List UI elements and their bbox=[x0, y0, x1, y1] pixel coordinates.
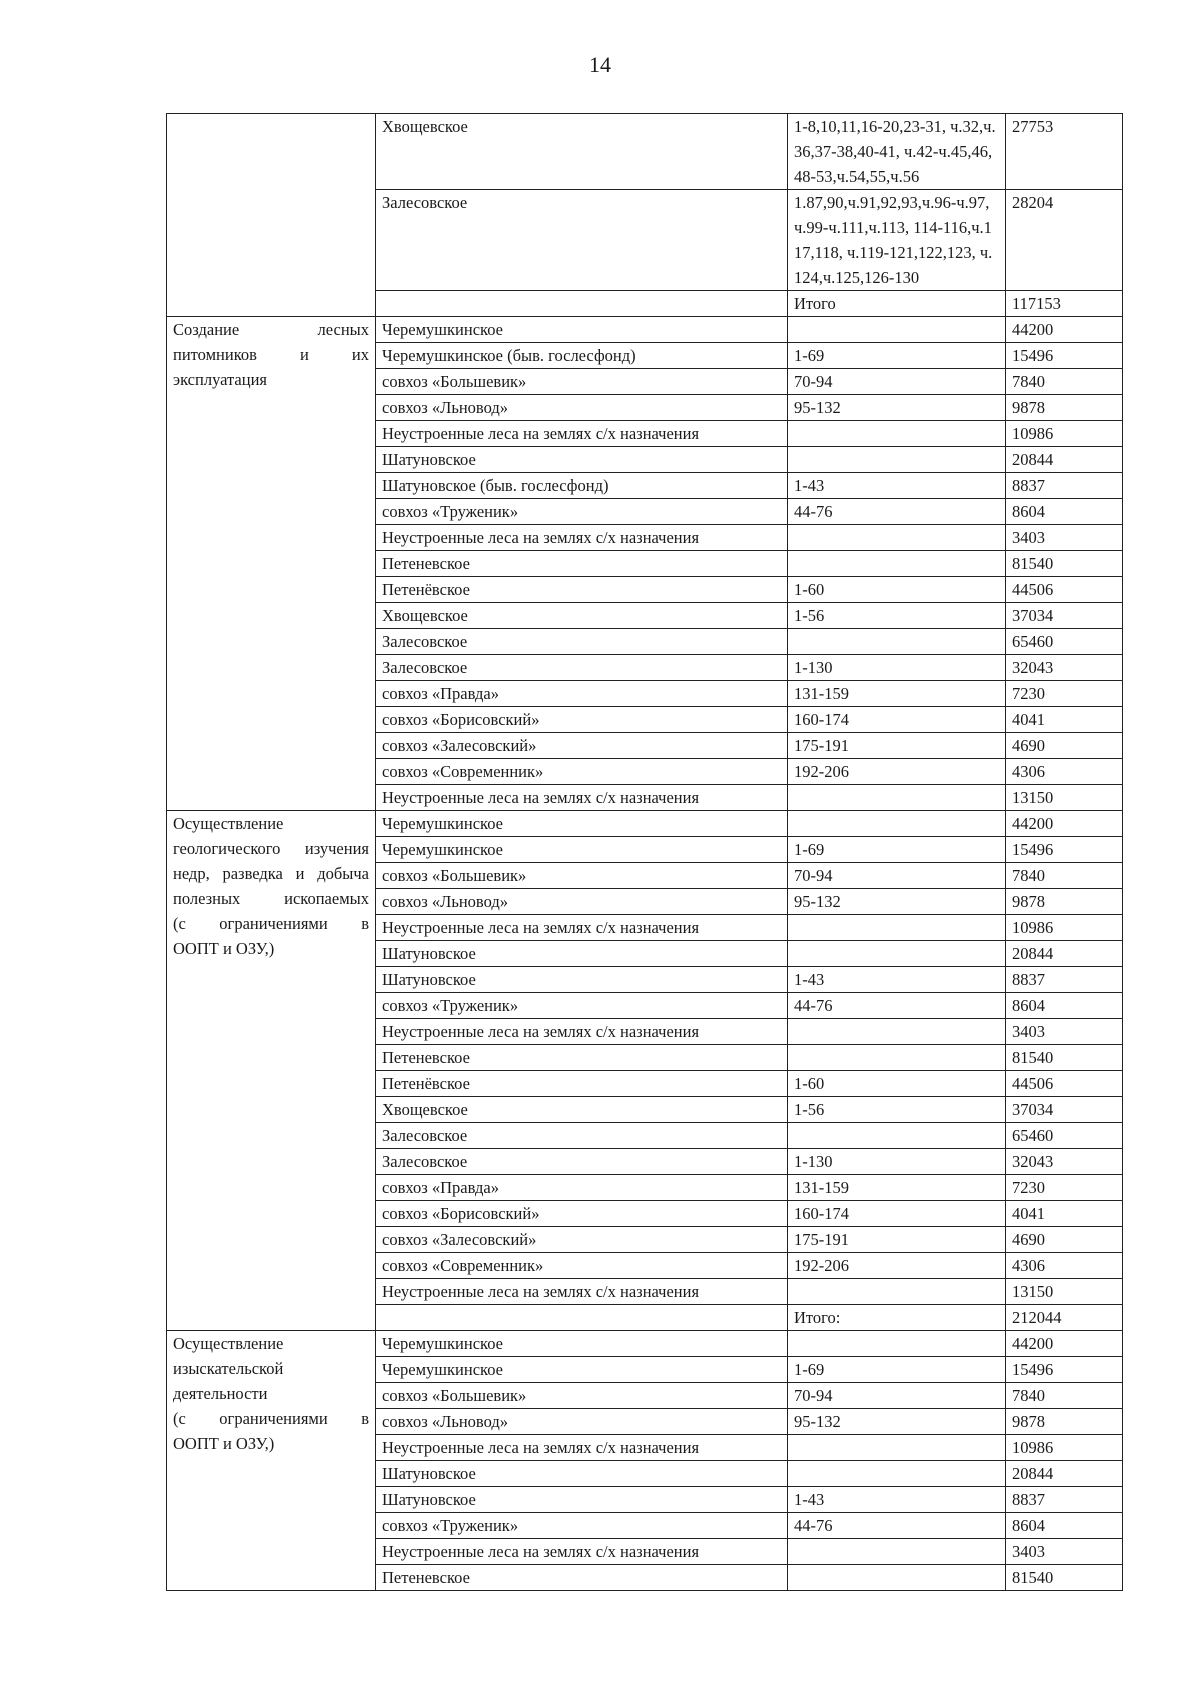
activity-cell bbox=[167, 317, 376, 811]
area-cell: 37034 bbox=[1006, 603, 1123, 629]
forestry-name-cell: совхоз «Труженик» bbox=[376, 499, 788, 525]
forestry-name-cell: Залесовское bbox=[376, 655, 788, 681]
area-cell: 4306 bbox=[1006, 759, 1123, 785]
quarters-cell: 131-159 bbox=[788, 1175, 1006, 1201]
forestry-name-cell: Неустроенные леса на землях с/х назначения bbox=[376, 915, 788, 941]
area-cell: 20844 bbox=[1006, 1461, 1123, 1487]
forestry-name-cell: Шатуновское (быв. гослесфонд) bbox=[376, 473, 788, 499]
forest-use-table bbox=[166, 113, 1123, 1591]
area-cell: 13150 bbox=[1006, 785, 1123, 811]
forestry-name-cell bbox=[376, 291, 788, 317]
forestry-name-cell: совхоз «Большевик» bbox=[376, 863, 788, 889]
area-cell: 3403 bbox=[1006, 1539, 1123, 1565]
quarters-cell: 95-132 bbox=[788, 395, 1006, 421]
area-cell: 10986 bbox=[1006, 1435, 1123, 1461]
forestry-name-cell: совхоз «Труженик» bbox=[376, 1513, 788, 1539]
table-row bbox=[167, 317, 1123, 343]
quarters-cell: 192-206 bbox=[788, 1253, 1006, 1279]
quarters-cell: 1-69 bbox=[788, 343, 1006, 369]
forestry-name-cell: Петеневское bbox=[376, 1045, 788, 1071]
activity-line: (с ограничениями в bbox=[173, 1409, 369, 1428]
activity-cell bbox=[167, 811, 376, 1331]
forestry-name-cell: Шатуновское bbox=[376, 941, 788, 967]
forestry-name-cell: Петеневское bbox=[376, 1565, 788, 1591]
activity-line: изыскательской bbox=[173, 1359, 284, 1378]
area-cell: 9878 bbox=[1006, 1409, 1123, 1435]
quarters-cell: 131-159 bbox=[788, 681, 1006, 707]
quarters-cell: 1-43 bbox=[788, 473, 1006, 499]
forestry-name-cell: Хвощевское bbox=[376, 1097, 788, 1123]
quarters-cell: 1-8,10,11,16-20,23-31, ч.32,ч.36,37-38,40-41, ч.42-ч.45,46,48-53,ч.54,55,ч.56 bbox=[788, 114, 1006, 190]
quarters-cell: Итого bbox=[788, 291, 1006, 317]
quarters-cell: 44-76 bbox=[788, 1513, 1006, 1539]
quarters-cell: 1-43 bbox=[788, 967, 1006, 993]
forestry-name-cell: Шатуновское bbox=[376, 967, 788, 993]
area-cell: 81540 bbox=[1006, 1565, 1123, 1591]
quarters-cell: 70-94 bbox=[788, 1383, 1006, 1409]
forestry-name-cell: Неустроенные леса на землях с/х назначения bbox=[376, 1019, 788, 1045]
area-cell: 15496 bbox=[1006, 1357, 1123, 1383]
area-cell: 212044 bbox=[1006, 1305, 1123, 1331]
forestry-name-cell: Черемушкинское bbox=[376, 1331, 788, 1357]
forestry-name-cell: совхоз «Льновод» bbox=[376, 889, 788, 915]
quarters-cell: 175-191 bbox=[788, 733, 1006, 759]
area-cell: 81540 bbox=[1006, 551, 1123, 577]
area-cell: 117153 bbox=[1006, 291, 1123, 317]
forestry-name-cell: совхоз «Правда» bbox=[376, 681, 788, 707]
area-cell: 7230 bbox=[1006, 681, 1123, 707]
forestry-name-cell: Шатуновское bbox=[376, 1487, 788, 1513]
forestry-name-cell: совхоз «Современник» bbox=[376, 1253, 788, 1279]
quarters-cell bbox=[788, 525, 1006, 551]
forestry-name-cell bbox=[376, 1305, 788, 1331]
quarters-cell bbox=[788, 785, 1006, 811]
table-body bbox=[167, 114, 1123, 1591]
area-cell: 44506 bbox=[1006, 577, 1123, 603]
forestry-name-cell: Неустроенные леса на землях с/х назначения bbox=[376, 421, 788, 447]
activity-line: геологического изучения bbox=[173, 839, 369, 858]
quarters-cell bbox=[788, 317, 1006, 343]
quarters-cell: 70-94 bbox=[788, 863, 1006, 889]
forestry-name-cell: Петенёвское bbox=[376, 577, 788, 603]
area-cell: 4690 bbox=[1006, 733, 1123, 759]
quarters-cell: Итого: bbox=[788, 1305, 1006, 1331]
forestry-name-cell: совхоз «Современник» bbox=[376, 759, 788, 785]
area-cell: 28204 bbox=[1006, 190, 1123, 291]
area-cell: 4690 bbox=[1006, 1227, 1123, 1253]
quarters-cell bbox=[788, 1045, 1006, 1071]
forestry-name-cell: Неустроенные леса на землях с/х назначения bbox=[376, 1435, 788, 1461]
quarters-cell: 1-69 bbox=[788, 837, 1006, 863]
quarters-cell bbox=[788, 447, 1006, 473]
activity-line: ООПТ и ОЗУ,) bbox=[173, 939, 275, 958]
area-cell: 7840 bbox=[1006, 1383, 1123, 1409]
forestry-name-cell: совхоз «Залесовский» bbox=[376, 733, 788, 759]
forestry-name-cell: совхоз «Льновод» bbox=[376, 1409, 788, 1435]
area-cell: 8837 bbox=[1006, 473, 1123, 499]
area-cell: 37034 bbox=[1006, 1097, 1123, 1123]
quarters-cell: 1-56 bbox=[788, 603, 1006, 629]
quarters-cell: 1-130 bbox=[788, 1149, 1006, 1175]
area-cell: 20844 bbox=[1006, 447, 1123, 473]
quarters-cell bbox=[788, 1461, 1006, 1487]
area-cell: 44200 bbox=[1006, 1331, 1123, 1357]
quarters-cell: 95-132 bbox=[788, 889, 1006, 915]
quarters-cell: 1-130 bbox=[788, 655, 1006, 681]
area-cell: 9878 bbox=[1006, 889, 1123, 915]
forestry-name-cell: совхоз «Борисовский» bbox=[376, 707, 788, 733]
area-cell: 44506 bbox=[1006, 1071, 1123, 1097]
forestry-name-cell: Петенёвское bbox=[376, 1071, 788, 1097]
activity-line: питомников и их bbox=[173, 345, 369, 364]
activity-line: (с ограничениями в bbox=[173, 914, 369, 933]
area-cell: 8837 bbox=[1006, 1487, 1123, 1513]
forestry-name-cell: Неустроенные леса на землях с/х назначения bbox=[376, 1539, 788, 1565]
area-cell: 65460 bbox=[1006, 629, 1123, 655]
area-cell: 8604 bbox=[1006, 1513, 1123, 1539]
quarters-cell: 175-191 bbox=[788, 1227, 1006, 1253]
area-cell: 10986 bbox=[1006, 421, 1123, 447]
forestry-name-cell: Залесовское bbox=[376, 629, 788, 655]
area-cell: 13150 bbox=[1006, 1279, 1123, 1305]
forestry-name-cell: Залесовское bbox=[376, 1123, 788, 1149]
forestry-name-cell: совхоз «Льновод» bbox=[376, 395, 788, 421]
quarters-cell: 44-76 bbox=[788, 499, 1006, 525]
forestry-name-cell: Черемушкинское bbox=[376, 317, 788, 343]
activity-line: Создание лесных bbox=[173, 320, 369, 339]
quarters-cell bbox=[788, 1331, 1006, 1357]
forestry-name-cell: Залесовское bbox=[376, 1149, 788, 1175]
quarters-cell: 192-206 bbox=[788, 759, 1006, 785]
area-cell: 10986 bbox=[1006, 915, 1123, 941]
area-cell: 8604 bbox=[1006, 993, 1123, 1019]
area-cell: 4306 bbox=[1006, 1253, 1123, 1279]
activity-line: недр, разведка и добыча bbox=[173, 864, 369, 883]
forestry-name-cell: Неустроенные леса на землях с/х назначения bbox=[376, 785, 788, 811]
forestry-name-cell: Шатуновское bbox=[376, 1461, 788, 1487]
area-cell: 15496 bbox=[1006, 343, 1123, 369]
quarters-cell bbox=[788, 1539, 1006, 1565]
activity-line: Осуществление bbox=[173, 814, 284, 833]
quarters-cell: 1-56 bbox=[788, 1097, 1006, 1123]
area-cell: 9878 bbox=[1006, 395, 1123, 421]
activity-line: полезных ископаемых bbox=[173, 889, 369, 908]
area-cell: 20844 bbox=[1006, 941, 1123, 967]
forestry-name-cell: совхоз «Борисовский» bbox=[376, 1201, 788, 1227]
area-cell: 7840 bbox=[1006, 863, 1123, 889]
area-cell: 32043 bbox=[1006, 1149, 1123, 1175]
quarters-cell bbox=[788, 1565, 1006, 1591]
quarters-cell bbox=[788, 1123, 1006, 1149]
quarters-cell: 70-94 bbox=[788, 369, 1006, 395]
quarters-cell bbox=[788, 941, 1006, 967]
forestry-name-cell: Петеневское bbox=[376, 551, 788, 577]
forestry-name-cell: совхоз «Большевик» bbox=[376, 369, 788, 395]
activity-line: эксплуатация bbox=[173, 370, 267, 389]
forestry-name-cell: Черемушкинское bbox=[376, 837, 788, 863]
area-cell: 44200 bbox=[1006, 317, 1123, 343]
area-cell: 27753 bbox=[1006, 114, 1123, 190]
area-cell: 81540 bbox=[1006, 1045, 1123, 1071]
page-number: 14 bbox=[589, 52, 611, 77]
area-cell: 44200 bbox=[1006, 811, 1123, 837]
forestry-name-cell: совхоз «Правда» bbox=[376, 1175, 788, 1201]
forestry-name-cell: совхоз «Большевик» bbox=[376, 1383, 788, 1409]
quarters-cell bbox=[788, 421, 1006, 447]
area-cell: 32043 bbox=[1006, 655, 1123, 681]
forestry-name-cell: Черемушкинское bbox=[376, 1357, 788, 1383]
area-cell: 4041 bbox=[1006, 707, 1123, 733]
forestry-name-cell: Неустроенные леса на землях с/х назначения bbox=[376, 1279, 788, 1305]
forestry-name-cell: Хвощевское bbox=[376, 603, 788, 629]
forestry-name-cell: совхоз «Залесовский» bbox=[376, 1227, 788, 1253]
quarters-cell: 1-69 bbox=[788, 1357, 1006, 1383]
activity-line: ООПТ и ОЗУ,) bbox=[173, 1434, 275, 1453]
area-cell: 7230 bbox=[1006, 1175, 1123, 1201]
forestry-name-cell: Залесовское bbox=[376, 190, 788, 291]
quarters-cell: 160-174 bbox=[788, 707, 1006, 733]
quarters-cell: 44-76 bbox=[788, 993, 1006, 1019]
area-cell: 15496 bbox=[1006, 837, 1123, 863]
forestry-name-cell: Черемушкинское bbox=[376, 811, 788, 837]
activity-cell bbox=[167, 1331, 376, 1591]
area-cell: 7840 bbox=[1006, 369, 1123, 395]
forestry-name-cell: Черемушкинское (быв. гослесфонд) bbox=[376, 343, 788, 369]
quarters-cell bbox=[788, 1435, 1006, 1461]
activity-cell bbox=[167, 114, 376, 317]
forestry-name-cell: Неустроенные леса на землях с/х назначения bbox=[376, 525, 788, 551]
area-cell: 8604 bbox=[1006, 499, 1123, 525]
quarters-cell bbox=[788, 811, 1006, 837]
quarters-cell bbox=[788, 1019, 1006, 1045]
forestry-name-cell: Шатуновское bbox=[376, 447, 788, 473]
quarters-cell: 1-60 bbox=[788, 577, 1006, 603]
area-cell: 3403 bbox=[1006, 1019, 1123, 1045]
quarters-cell bbox=[788, 1279, 1006, 1305]
area-cell: 65460 bbox=[1006, 1123, 1123, 1149]
table-row bbox=[167, 1331, 1123, 1357]
area-cell: 8837 bbox=[1006, 967, 1123, 993]
quarters-cell bbox=[788, 915, 1006, 941]
quarters-cell bbox=[788, 551, 1006, 577]
quarters-cell: 160-174 bbox=[788, 1201, 1006, 1227]
quarters-cell: 1-43 bbox=[788, 1487, 1006, 1513]
area-cell: 3403 bbox=[1006, 525, 1123, 551]
quarters-cell bbox=[788, 629, 1006, 655]
table-row bbox=[167, 114, 1123, 190]
activity-line: Осуществление bbox=[173, 1334, 284, 1353]
area-cell: 4041 bbox=[1006, 1201, 1123, 1227]
quarters-cell: 1.87,90,ч.91,92,93,ч.96-ч.97,ч.99-ч.111,ч.113, 114-116,ч.117,118, ч.119-121,122,123, ч.124,ч.125,126-130 bbox=[788, 190, 1006, 291]
activity-line: деятельности bbox=[173, 1384, 268, 1403]
table-row bbox=[167, 811, 1123, 837]
forestry-name-cell: совхоз «Труженик» bbox=[376, 993, 788, 1019]
quarters-cell: 1-60 bbox=[788, 1071, 1006, 1097]
quarters-cell: 95-132 bbox=[788, 1409, 1006, 1435]
forestry-name-cell: Хвощевское bbox=[376, 114, 788, 190]
